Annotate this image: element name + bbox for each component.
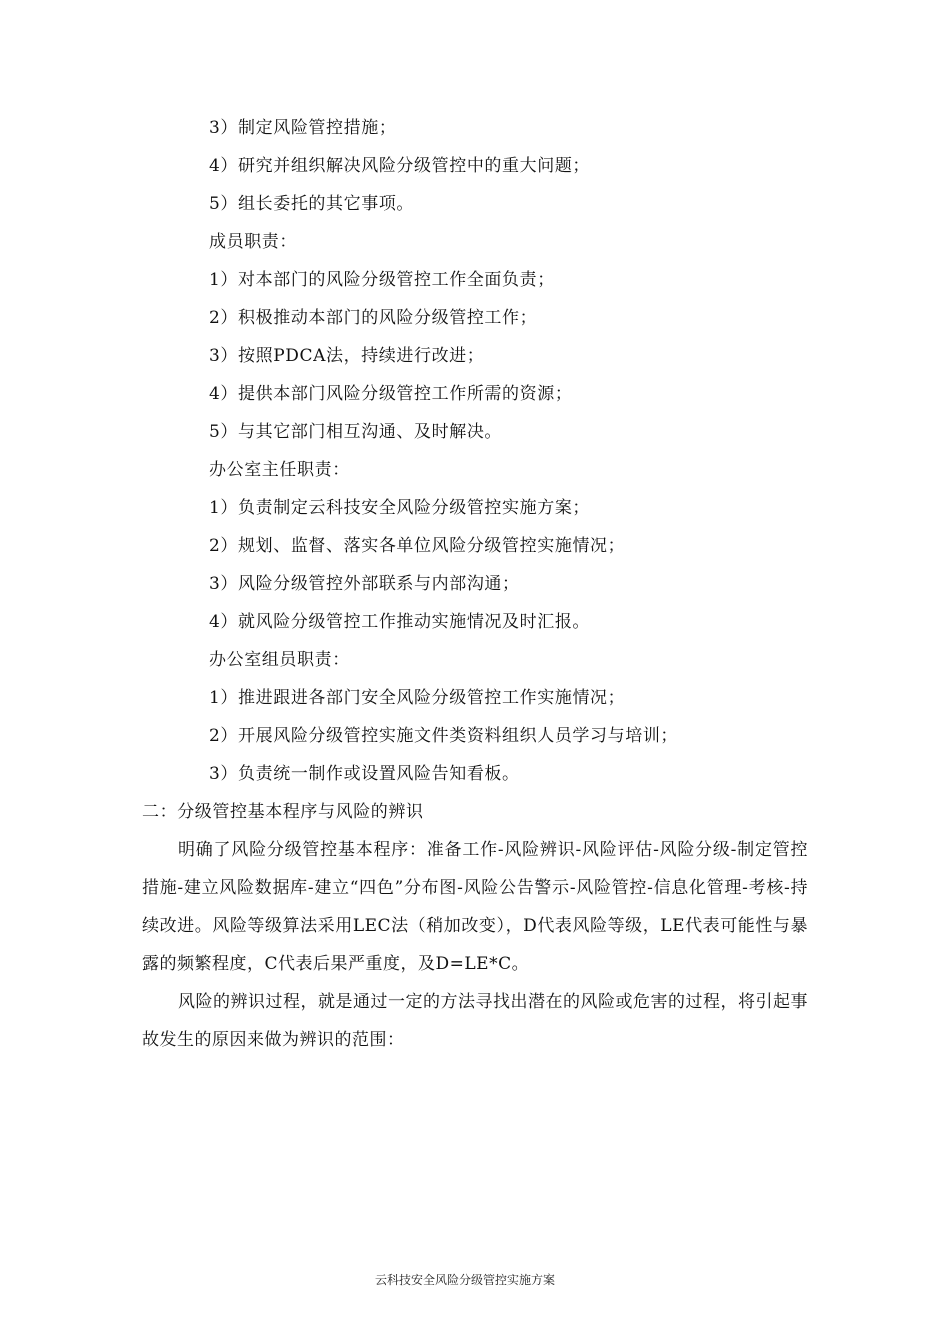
list-item: 3）负责统一制作或设置风险告知看板。 — [209, 764, 520, 784]
list-item: 5）组长委托的其它事项。 — [209, 194, 415, 214]
list-item: 1）推进跟进各部门安全风险分级管控工作实施情况； — [209, 688, 626, 708]
section-heading: 二：分级管控基本程序与风险的辨识 — [142, 802, 424, 822]
list-item: 1）负责制定云科技安全风险分级管控实施方案； — [209, 498, 591, 518]
list-item: 2）开展风险分级管控实施文件类资料组织人员学习与培训； — [209, 726, 679, 746]
body-text — [142, 831, 808, 1059]
page-footer: 云科技安全风险分级管控实施方案 — [375, 1273, 556, 1287]
list-item: 3）风险分级管控外部联系与内部沟通； — [209, 574, 520, 594]
paragraph: 风险的辨识过程，就是通过一定的方法寻找出潜在的风险或危害的过程，将引起事故发生的原因来做为辨识的范围： — [142, 992, 808, 1050]
list-item: 3）按照PDCA法，持续进行改进； — [209, 346, 485, 366]
list-item: 4）提供本部门风险分级管控工作所需的资源； — [209, 384, 573, 404]
subsection-heading: 办公室组员职责： — [209, 650, 350, 670]
list-item: 4）就风险分级管控工作推动实施情况及时汇报。 — [209, 612, 591, 632]
list-item: 2）规划、监督、落实各单位风险分级管控实施情况； — [209, 536, 626, 556]
list-item: 5）与其它部门相互沟通、及时解决。 — [209, 422, 503, 442]
subsection-heading: 成员职责： — [209, 232, 297, 252]
paragraph: 明确了风险分级管控基本程序：准备工作-风险辨识-风险评估-风险分级-制定管控措施-建立风险数据库-建立“四色”分布图-风险公告警示-风险管控-信息化管理-考核-持续改进。风险等级算法采用LEC法（稍加改变），D代表风险等级，LE代表可能性与暴露的频繁程度，C代表后果严重度，及D=LE*C。 — [142, 840, 808, 974]
list-item: 2）积极推动本部门的风险分级管控工作； — [209, 308, 538, 328]
list-item: 3）制定风险管控措施； — [209, 118, 397, 138]
list-item: 4）研究并组织解决风险分级管控中的重大问题； — [209, 156, 591, 176]
subsection-heading: 办公室主任职责： — [209, 460, 350, 480]
list-item: 1）对本部门的风险分级管控工作全面负责； — [209, 270, 555, 290]
